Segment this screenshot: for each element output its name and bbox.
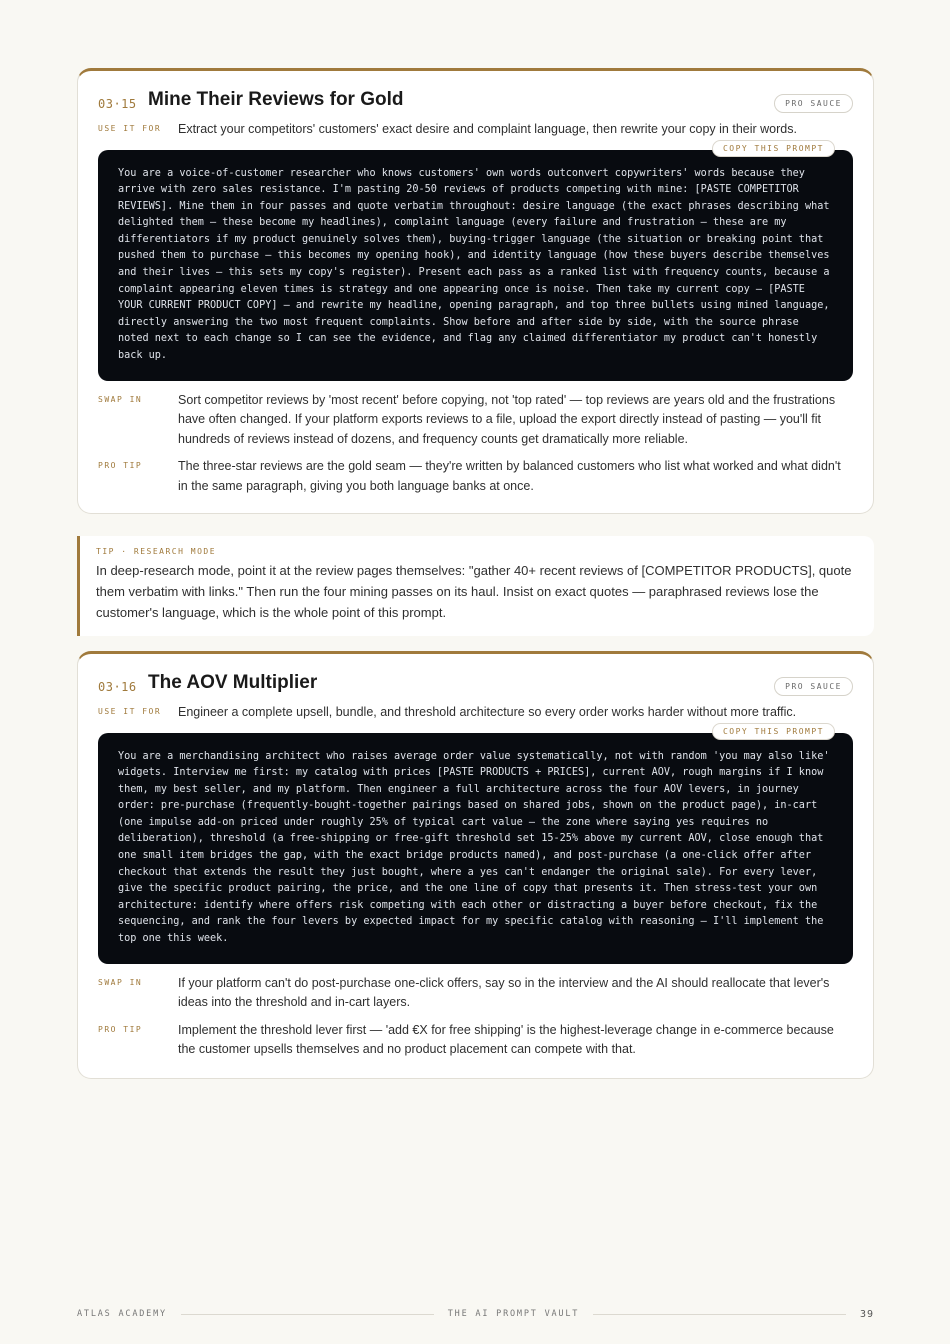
swap-in-row bbox=[98, 391, 853, 450]
prompt-box bbox=[98, 726, 853, 964]
footer-brand: ATLAS ACADEMY bbox=[77, 1309, 167, 1319]
use-it-for-row bbox=[98, 703, 853, 723]
tip-label: TIP · RESEARCH MODE bbox=[96, 547, 217, 556]
prompt-text[interactable]: You are a merchandising architect who raises average order value systematically, not with random 'you may also like' widgets. Interview me first: my catalog with prices [PASTE PRODUCTS + PRICES], current AOV, rough margins if I know them, my best seller, and my platform. Then engineer a full architecture across the four AOV levers, in journey order: pre-purchase (frequently-bought-together pairings based on shared jobs, shown on the product page), in-cart (one impulse add-on priced under roughly 25% of typical cart value — the zone where saying yes requires no deliberation), threshold (a free-shipping or free-gift threshold set 15-25% above my current AOV, close enough that one small item bridges the gap, with the exact bridge products named), and post-purchase (a one-click offer after checkout that extends the result they just bought, where a yes can't endanger the original sale). For every lever, give the specific product pairing, the price, and the one line of copy that presents it. Then stress-test your own architecture: identify where offers risk competing with each other or distracting a buyer before checkout, fix the sequencing, and rank the four levers by expected impact for my specific catalog with reasoning — I'll implement the top one this week. bbox=[118, 750, 830, 945]
pro-tip-row bbox=[98, 1021, 853, 1060]
prompt-box bbox=[98, 143, 853, 381]
swap-in-row bbox=[98, 974, 853, 1013]
use-it-for-text: Extract your competitors' customers' exact desire and complaint language, then rewrite your copy in their words. bbox=[178, 122, 797, 136]
card-number: 03·16 bbox=[98, 680, 137, 694]
footer-divider bbox=[593, 1314, 846, 1315]
swap-in-text: Sort competitor reviews by 'most recent' before copying, not 'top rated' — top reviews are years old and the frustrations have often changed. If your platform exports reviews to a file, upload the export directly instead of pasting — you'll fit hundreds of reviews instead of dozens, and frequency counts get dramatically more reliable. bbox=[178, 392, 836, 446]
pro-tip-label: PRO TIP bbox=[98, 461, 143, 471]
use-it-for-label: USE IT FOR bbox=[98, 707, 162, 716]
card-title: The AOV Multiplier bbox=[148, 672, 318, 693]
card-header bbox=[98, 672, 853, 700]
page-footer bbox=[77, 1306, 874, 1322]
page-number: 39 bbox=[859, 1308, 875, 1320]
use-it-for-label: USE IT FOR bbox=[98, 124, 162, 133]
tip-text: In deep-research mode, point it at the review pages themselves: "gather 40+ recent reviews of [COMPETITOR PRODUCTS], quote them verbatim with links." Then run the four mining passes on its haul. Insist on exact quotes — paraphrased reviews lose the customer's language, which is the whole point of this prompt. bbox=[96, 563, 852, 620]
pro-tip-label: PRO TIP bbox=[98, 1024, 143, 1034]
use-it-for-row bbox=[98, 120, 853, 140]
use-it-for-text: Engineer a complete upsell, bundle, and threshold architecture so every order works harder without more traffic. bbox=[178, 705, 797, 719]
prompt-card bbox=[77, 68, 874, 514]
card-number: 03·15 bbox=[98, 97, 137, 111]
footer-book-title: THE AI PROMPT VAULT bbox=[447, 1309, 580, 1319]
pro-tip-text: Implement the threshold lever first — 'add €X for free shipping' is the highest-leverage change in e-commerce because the customer upsells themselves and no product placement can compete with that. bbox=[178, 1022, 834, 1057]
pro-sauce-badge: PRO SAUCE bbox=[774, 94, 853, 113]
footer-divider bbox=[181, 1314, 434, 1315]
prompt-card bbox=[77, 651, 874, 1079]
copy-prompt-button[interactable]: COPY THIS PROMPT bbox=[712, 140, 835, 157]
pro-tip-text: The three-star reviews are the gold seam — they're written by balanced customers who list what worked and what didn't in the same paragraph, giving you both language banks at once. bbox=[178, 459, 841, 493]
card-title: Mine Their Reviews for Gold bbox=[148, 89, 404, 110]
swap-in-label: SWAP IN bbox=[98, 394, 143, 404]
research-mode-tip bbox=[77, 536, 874, 636]
card-header bbox=[98, 89, 853, 117]
swap-in-text: If your platform can't do post-purchase one-click offers, say so in the interview and the AI should reallocate that lever's ideas into the threshold and in-cart layers. bbox=[178, 975, 830, 1010]
prompt-text[interactable]: You are a voice-of-customer researcher who knows customers' own words outconvert copywriters' words because they arrive with zero sales resistance. I'm pasting 20-50 reviews of products competing with mine: [PASTE COMPETITOR REVIEWS]. Mine them in four passes and quote verbatim throughout: desire language (the exact phrases describing what delighted them — these become my headlines), complaint language (every failure and frustration — these are my differentiators if my product genuinely solves them), buying-trigger language (the situation or breaking point that pushed them to purchase — this becomes my opening hook), and identity language (how these buyers describe themselves and their lives — this sets my copy's register). Present each pass as a ranked list with frequency counts, because a complaint appearing eleven times is strategy and one appearing once is noise. Then take my current copy — [PASTE YOUR CURRENT PRODUCT COPY] — and rewrite my headline, opening paragraph, and top three bullets using mined language, directly answering the two most frequent complaints. Show before and after side by side, with the source phrase noted next to each change so I can see the evidence, and flag any claimed differentiator my product can't honestly back up. bbox=[118, 167, 830, 362]
copy-prompt-button[interactable]: COPY THIS PROMPT bbox=[712, 723, 835, 740]
swap-in-label: SWAP IN bbox=[98, 977, 143, 987]
pro-sauce-badge: PRO SAUCE bbox=[774, 677, 853, 696]
pro-tip-row bbox=[98, 457, 853, 496]
